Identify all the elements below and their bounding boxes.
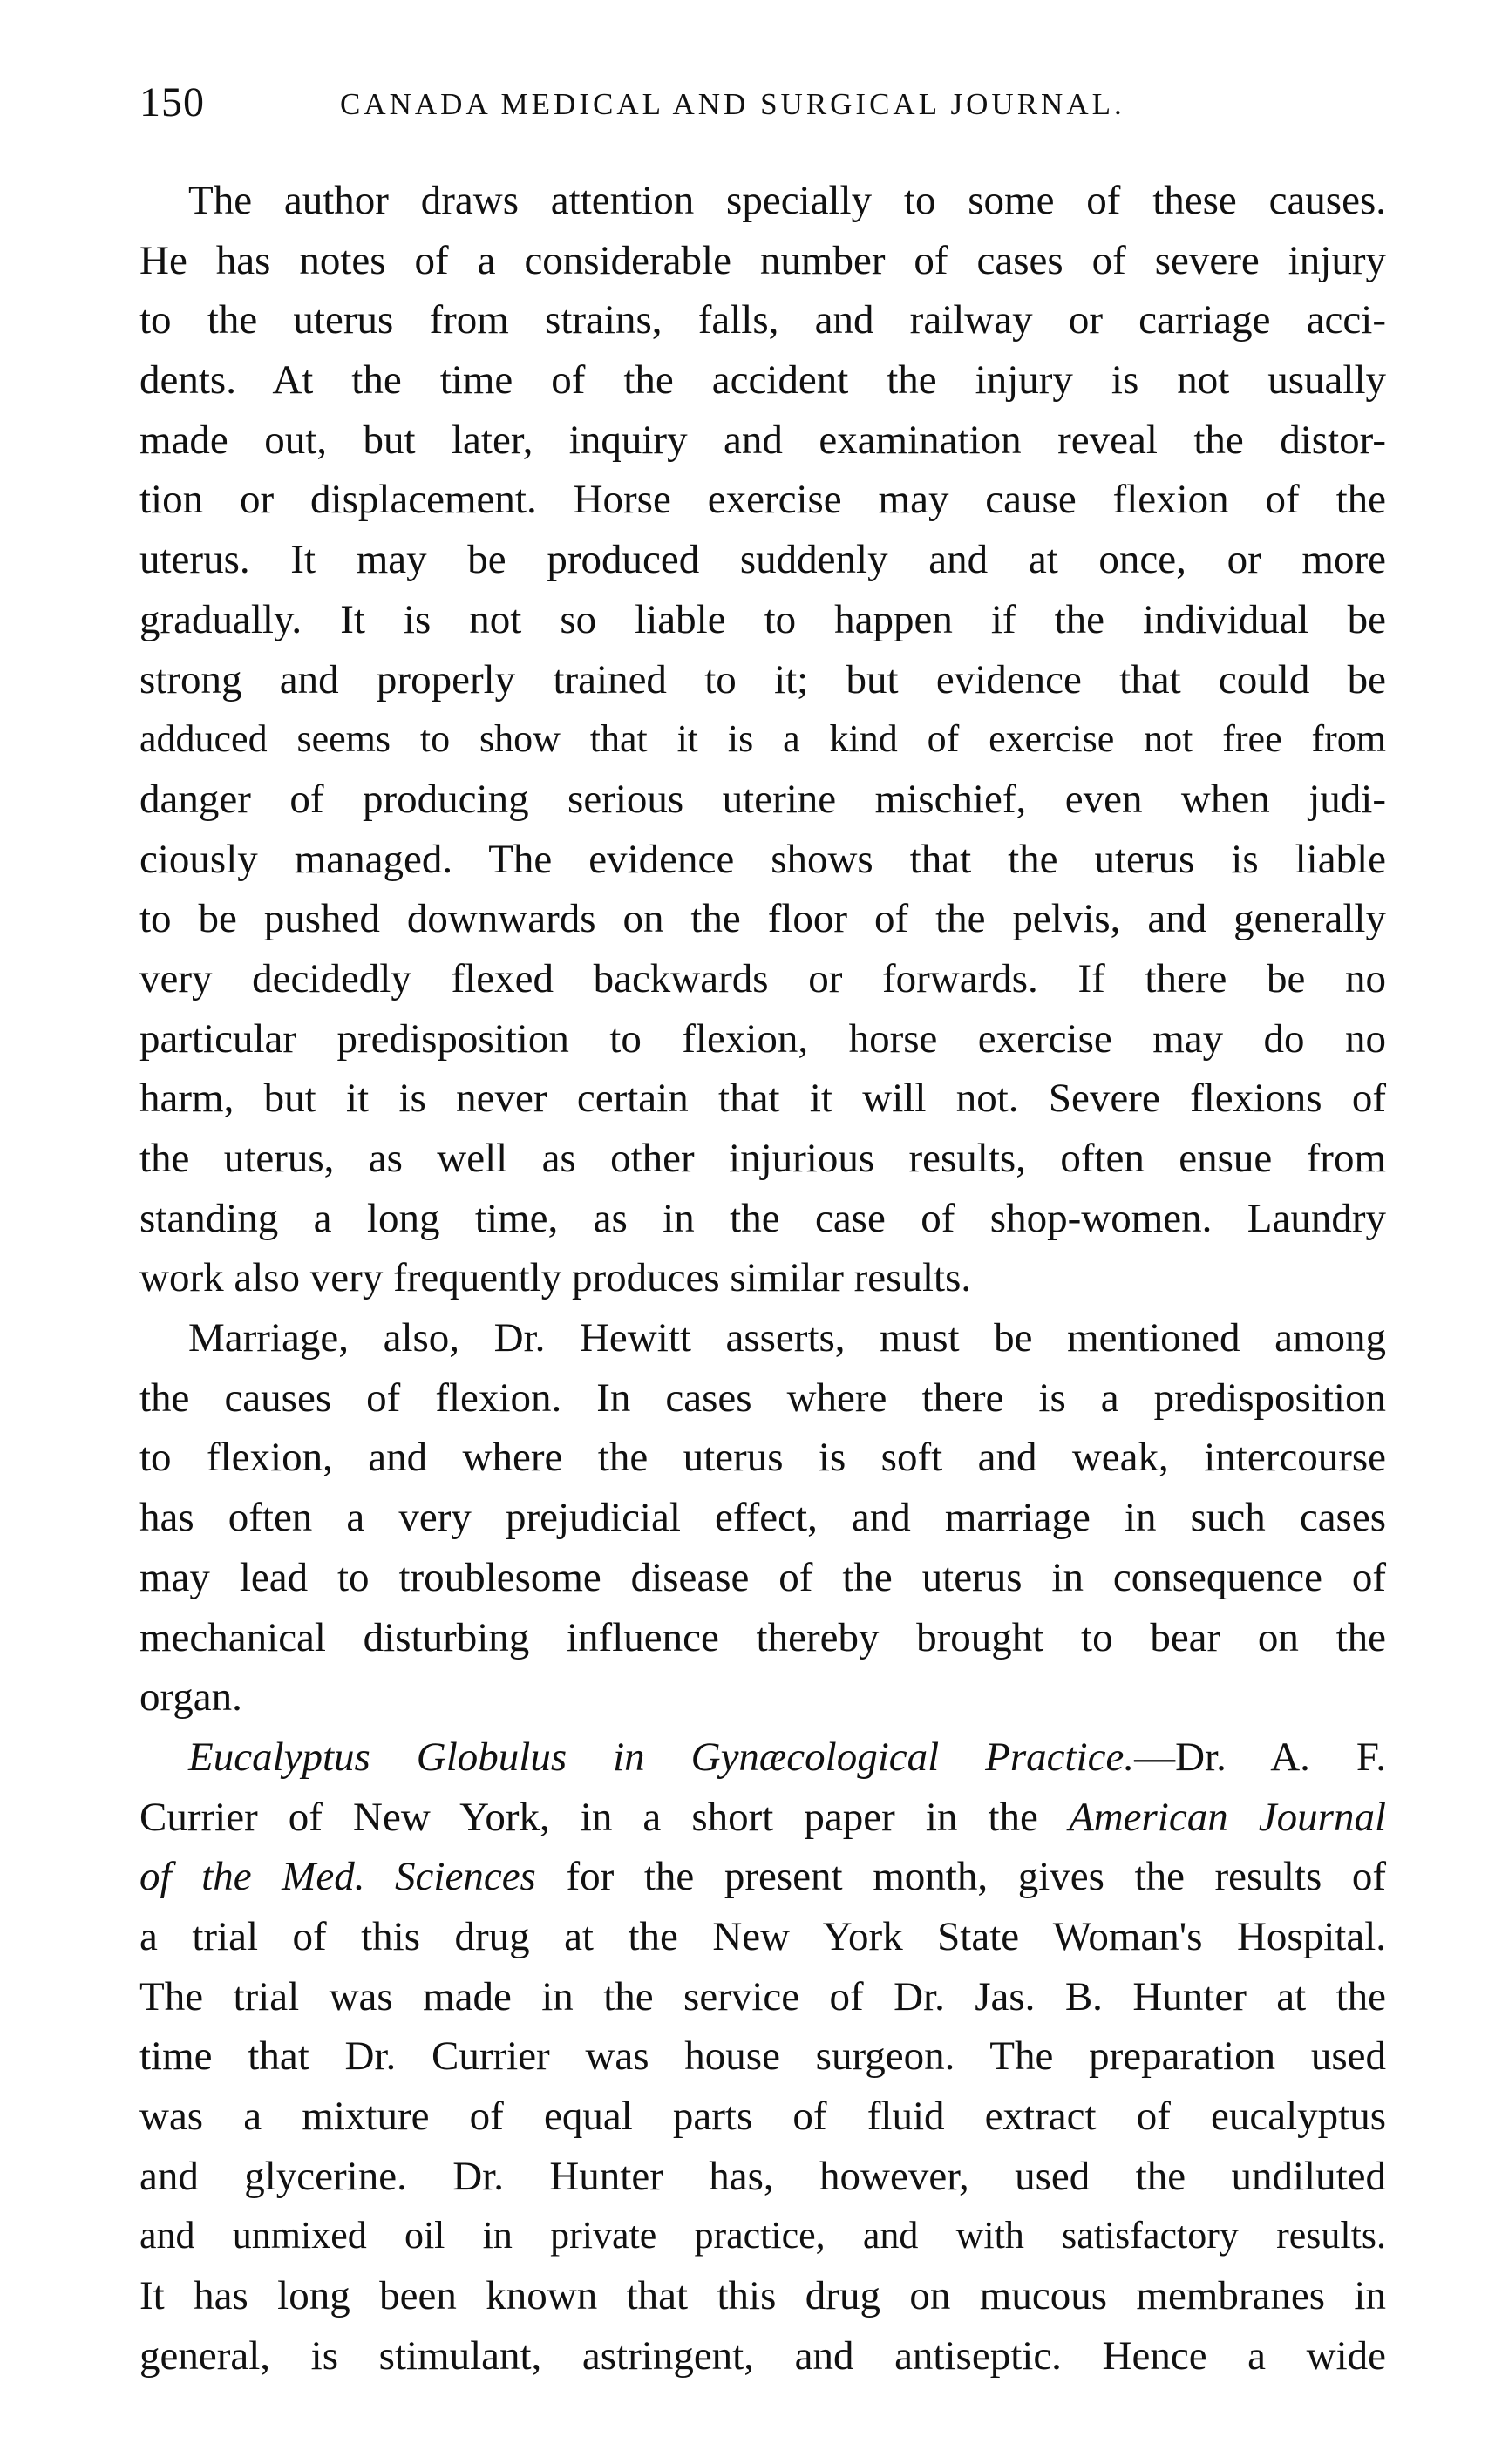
text-line: and unmixed oil in private practice, and with satisfactory results. xyxy=(139,2214,1386,2257)
journal-citation: of the Med. Sciences xyxy=(139,1854,536,1900)
text-line: the uterus, as well as other injurious results, often ensue from xyxy=(139,1136,1386,1181)
text-line: general, is stimulant, astringent, and antiseptic. Hence a wide xyxy=(139,2332,1386,2379)
text-line: ciously managed. The evidence shows that the uterus is liable xyxy=(139,836,1386,882)
text-line: was a mixture of equal parts of fluid extract of eucalyptus xyxy=(139,2094,1386,2139)
text-line: harm, but it is never certain that it will not. Severe flexions of xyxy=(139,1076,1386,1122)
text-line: uterus. It may be produced suddenly and at once, or more xyxy=(139,537,1386,583)
text-line: dents. At the time of the accident the injury is not usually xyxy=(139,357,1386,404)
text-line: the causes of flexion. In cases where there is a predisposition xyxy=(139,1375,1386,1421)
text-line: adduced seems to show that it is a kind of exercise not free from xyxy=(139,717,1386,761)
page-number: 150 xyxy=(139,79,205,126)
text-line: mechanical disturbing influence thereby brought to bear on the xyxy=(139,1614,1386,1660)
text-line: to the uterus from strains, falls, and railway or carriage acci- xyxy=(139,297,1386,343)
text-line: organ. xyxy=(139,1674,242,1721)
text-line: work also very frequently produces similar results. xyxy=(139,1255,972,1301)
text-line: strong and properly trained to it; but evidence that could be xyxy=(139,656,1386,703)
text-line: The author draws attention specially to some of these causes. xyxy=(188,178,1386,223)
text-line: tion or displacement. Horse exercise may cause flexion of the xyxy=(139,477,1386,523)
text-line: has often a very prejudicial effect, and marriage in such cases xyxy=(139,1495,1386,1541)
text-line: standing a long time, as in the case of shop-women. Laundry xyxy=(139,1195,1386,1241)
text-line: gradually. It is not so liable to happen if the individual be xyxy=(139,596,1386,642)
running-head xyxy=(139,77,1386,129)
text-line: He has notes of a considerable number of cases of severe injury xyxy=(139,237,1386,283)
text-line: made out, but later, inquiry and examination reveal the distor- xyxy=(139,417,1386,463)
text-line: a trial of this drug at the New York State Woman's Hospital. xyxy=(139,1913,1386,1959)
text-line: The trial was made in the service of Dr. Jas. B. Hunter at the xyxy=(139,1973,1386,2019)
text-line: Currier of New York, in a short paper in the American Journal xyxy=(139,1794,1387,1840)
text-line: to flexion, and where the uterus is soft and weak, intercourse xyxy=(139,1435,1386,1481)
text-line: very decidedly flexed backwards or forwards. If there be no xyxy=(139,955,1386,1001)
section-heading-line: Eucalyptus Globulus in Gynæcological Practice.—Dr. A. F. xyxy=(188,1734,1386,1780)
journal-citation: American Journal xyxy=(1069,1794,1387,1840)
text-line: to be pushed downwards on the floor of the pelvis, and generally xyxy=(139,896,1386,942)
text-line: Marriage, also, Dr. Hewitt asserts, must be mentioned among xyxy=(188,1315,1386,1361)
text-line: time that Dr. Currier was house surgeon. The preparation used xyxy=(139,2033,1386,2080)
text-line: may lead to troublesome disease of the uterus in consequence of xyxy=(139,1554,1386,1600)
text-line: It has long been known that this drug on mucous membranes in xyxy=(139,2273,1386,2319)
text-line: and glycerine. Dr. Hunter has, however, used the undiluted xyxy=(139,2153,1386,2199)
text-line: of the Med. Sciences for the present month, gives the results of xyxy=(139,1854,1386,1900)
section-title: Eucalyptus Globulus in Gynæcological Practice. xyxy=(188,1734,1135,1780)
text-line: danger of producing serious uterine mischief, even when judi- xyxy=(139,776,1386,822)
body-text xyxy=(139,171,1386,2386)
journal-title: CANADA MEDICAL AND SURGICAL JOURNAL. xyxy=(340,87,1125,121)
text-line: particular predisposition to flexion, horse exercise may do no xyxy=(139,1015,1386,1062)
